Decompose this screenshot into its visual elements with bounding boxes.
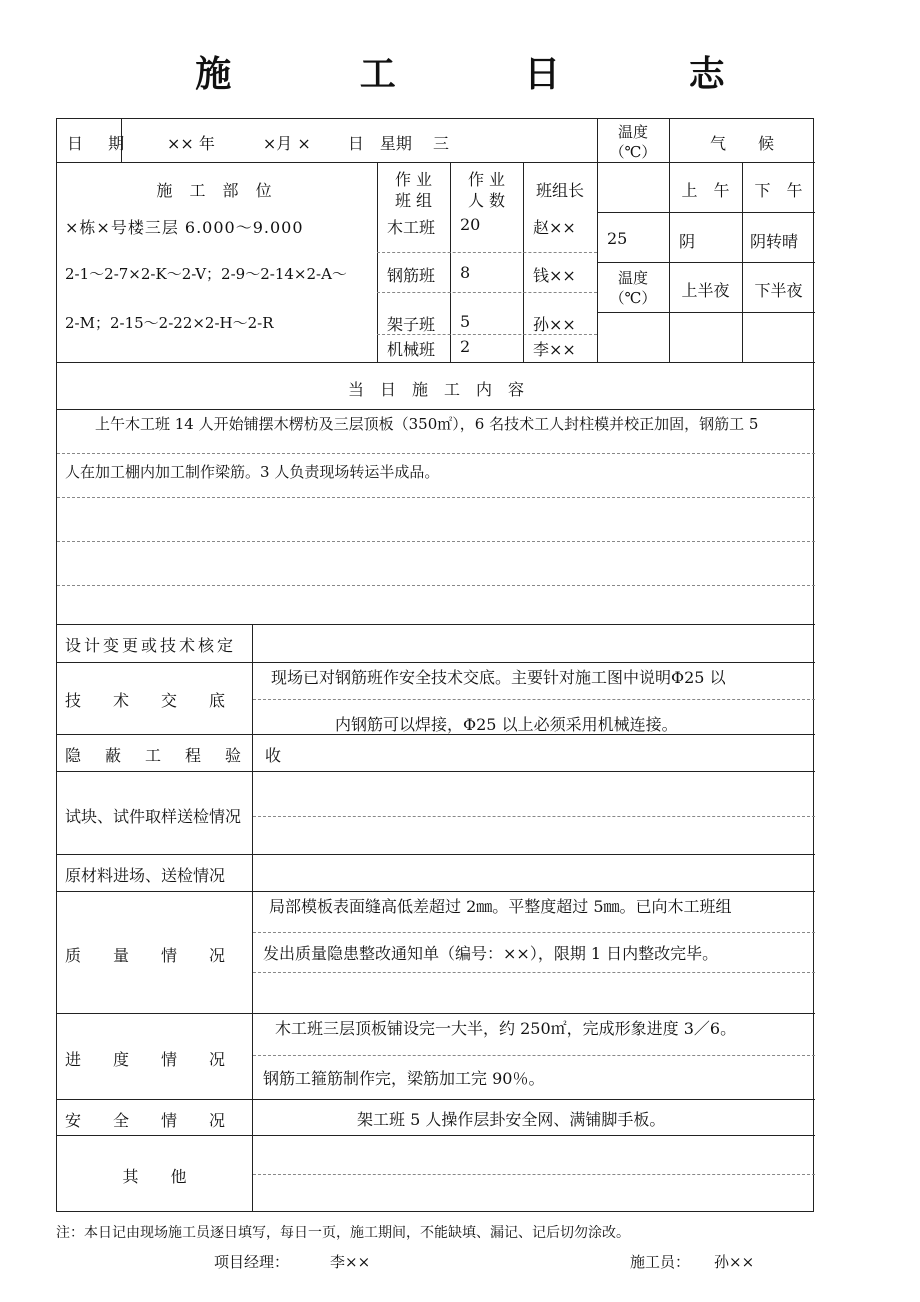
team-label-2: 班 组 — [394, 191, 433, 210]
am-label: 上 午 — [681, 181, 730, 200]
count-label-1: 作 业 — [467, 170, 506, 189]
tech-brief-text: 现场已对钢筋班作安全技术交底。主要针对施工图中说明Φ25 以 — [271, 668, 726, 687]
team-count: 20 — [460, 215, 481, 234]
quality-text: 局部模板表面缝高低差超过 2㎜。平整度超过 5㎜。已向木工班组 — [269, 897, 732, 916]
site-label: 施 工 部 位 — [156, 181, 278, 200]
tech-brief-label: 技 术 交 底 — [65, 691, 226, 710]
location-line: 2-1～2-7×2-K～2-V；2-9～2-14×2-A～ — [65, 265, 347, 283]
team-name: 机械班 — [387, 340, 436, 359]
team-name: 钢筋班 — [387, 266, 436, 285]
team-count: 2 — [460, 337, 471, 356]
temp-value: 25 — [607, 229, 628, 248]
quality-label: 质 量 情 况 — [65, 946, 226, 965]
temp-label-2: 温度 — [617, 269, 648, 287]
safety-label: 安 全 情 况 — [65, 1111, 226, 1130]
weather-label: 气 候 — [709, 134, 774, 153]
quality-text: 发出质量隐患整改通知单（编号：××），限期 1 日内整改完毕。 — [263, 944, 719, 963]
content-line: 上午木工班 14 人开始铺摆木楞枋及三层顶板（350㎡），6 名技术工人封柱模并校正加固，钢筋工 5 — [95, 415, 759, 433]
pm-label: 下 午 — [754, 181, 803, 200]
team-count: 5 — [460, 312, 471, 331]
location-line: 2-M；2-15～2-22×2-H～2-R — [65, 314, 274, 332]
pm-weather: 阴转晴 — [750, 232, 799, 251]
team-name: 木工班 — [387, 218, 436, 237]
leader-label: 班组长 — [535, 181, 584, 200]
manager-name: 李×× — [330, 1253, 371, 1271]
temp-unit-2: （℃） — [609, 289, 657, 307]
am-weather: 阴 — [679, 232, 696, 251]
team-leader: 赵×× — [533, 218, 576, 237]
team-name: 架子班 — [387, 315, 436, 334]
temp-unit: （℃） — [609, 143, 657, 161]
date-value: ×× 年 ×月 × 日 星期 三 — [167, 134, 449, 153]
date-label: 日 期 — [67, 134, 135, 153]
team-leader: 钱×× — [533, 266, 576, 285]
page-title: 施 工 日 志 — [195, 53, 783, 95]
team-count: 8 — [460, 263, 471, 282]
team-leader: 孙×× — [533, 315, 576, 334]
progress-text: 木工班三层顶板铺设完一大半，约 250㎡，完成形象进度 3／6。 — [275, 1019, 737, 1038]
specimens-label: 试块、试件取样送检情况 — [65, 807, 242, 826]
materials-label: 原材料进场、送检情况 — [65, 866, 226, 885]
progress-text: 钢筋工箍筋制作完，梁筋加工完 90％。 — [263, 1069, 545, 1088]
content-heading: 当 日 施 工 内 容 — [347, 380, 524, 399]
log-table — [56, 118, 814, 1212]
other-label: 其 他 — [122, 1167, 187, 1186]
temp-label: 温度 — [617, 123, 648, 141]
location-line: ×栋×号楼三层 6.000～9.000 — [65, 218, 304, 237]
builder-label: 施工员： — [630, 1253, 691, 1271]
content-line: 人在加工棚内加工制作梁筋。3 人负责现场转运半成品。 — [65, 463, 440, 481]
builder-name: 孙×× — [714, 1253, 755, 1271]
second-half-night: 下半夜 — [754, 281, 803, 300]
team-leader: 李×× — [533, 340, 576, 359]
count-label-2: 人 数 — [467, 191, 506, 210]
progress-label: 进 度 情 况 — [65, 1050, 226, 1069]
team-label-1: 作 业 — [394, 170, 433, 189]
safety-text: 架工班 5 人操作层卦安全网、满铺脚手板。 — [357, 1110, 666, 1129]
manager-label: 项目经理： — [214, 1253, 290, 1271]
first-half-night: 上半夜 — [681, 281, 730, 300]
footer-note: 注：本日记由现场施工员逐日填写，每日一页，施工期间，不能缺填、漏记、记后切勿涂改。 — [56, 1225, 630, 1241]
design-change-label: 设计变更或技术核定 — [65, 636, 237, 655]
tech-brief-text: 内钢筋可以焊接，Φ25 以上必须采用机械连接。 — [335, 715, 678, 734]
hidden-works-label: 隐 蔽 工 程 验 收 — [65, 746, 286, 765]
